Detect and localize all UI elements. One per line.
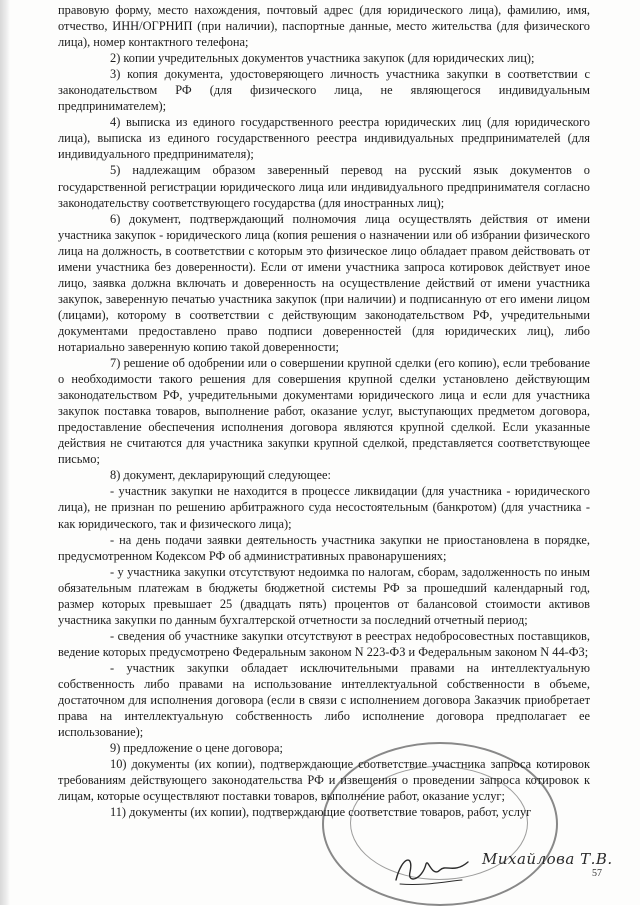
scan-edge — [0, 0, 10, 905]
paragraph: 4) выписка из единого государственного реестра юридических лиц (для юридического лица), выписка из единого государственного реестра индивидуальных предпринимателей (для индивидуального предпринимателя); — [58, 115, 590, 162]
paragraph: - на день подачи заявки деятельность участника закупки не приостановлена в порядке, предусмотренном Кодексом РФ об административных правонарушениях; — [58, 532, 590, 563]
paragraph: 8) документ, декларирующий следующее: — [110, 468, 331, 483]
page-number: 57 — [592, 868, 602, 879]
paragraph: 6) документ, подтверждающий полномочия лица осуществлять действия от имени участника закупок - юридического лица (копия решения о назначении или об избрании физического лица на должность, в соответствии с которым это физическое лицо обладает правом действовать от имени участника без доверенности). Если от имени участника запроса котировок действует иное лицо, заявка должна включать и доверенность на осуществление действий от имени участника закупок, заверенную печатью участника закупок (при наличии) и подписанную от его имени лицом (лицами), которому в соответствии с действующим законодательством РФ, учредительными документами предоставлено право подписи доверенностей (для юридических лиц), либо нотариально заверенную копию такой доверенности; — [58, 211, 590, 354]
paragraph: 9) предложение о цене договора; — [110, 741, 283, 756]
paragraph: 5) надлежащим образом заверенный перевод на русский язык документов о государственной регистрации юридического лица или индивидуального предпринимателя согласно законодательству соответствующего государства (для иностранных лиц); — [58, 163, 590, 210]
paragraph: 2) копии учредительных документов участника закупок (для юридических лиц); — [110, 51, 535, 66]
handwritten-signature — [392, 850, 472, 890]
document-body — [58, 2, 590, 820]
paragraph: - сведения об участнике закупки отсутствуют в реестрах недобросовестных поставщиков, ведение которых предусмотрено Федеральным законом N 223-ФЗ и Федеральным законом N 44-ФЗ; — [58, 628, 590, 659]
paragraph: - участник закупки обладает исключительными правами на интеллектуальную собственность либо правами на использование интеллектуальной собственности в объеме, достаточном для исполнения договора (если в связи с исполнением договора Заказчик приобретает права на интеллектуальную собственность либо исполнение договора предполагает ее использование); — [58, 660, 590, 740]
paragraph: правовую форму, место нахождения, почтовый адрес (для юридического лица), фамилию, имя, отчество, ИНН/ОГРНИП (при наличии), паспортные данные, место жительства (для физического лица), номер контактного телефона; — [58, 3, 590, 50]
paragraph: - участник закупки не находится в процессе ликвидации (для участника - юридического лица), не признан по решению арбитражного суда несостоятельным (банкротом) (для участника - как юридического, так и физического лица); — [58, 484, 590, 531]
paragraph: 11) документы (их копии), подтверждающие соответствие товаров, работ, услуг — [110, 805, 532, 820]
paragraph: - у участника закупки отсутствуют недоимка по налогам, сборам, задолженность по иным обязательным платежам в бюджеты бюджетной системы РФ за прошедший календарный год, размер которых превышает 25 (двадцать пять) процентов от балансовой стоимости активов участника закупки по данным бухгалтерской отчетности за последний отчетный период; — [58, 564, 590, 627]
paragraph: 10) документы (их копии), подтверждающие соответствие участника запроса котировок требованиям действующего законодательства РФ и извещения о проведении запроса котировок к лицам, которые осуществляют поставки товаров, выполнение работ, оказание услуг; — [58, 757, 590, 804]
paragraph: 7) решение об одобрении или о совершении крупной сделки (его копию), если требование о необходимости такого решения для совершения крупной сделки установлено действующим законодательством РФ, учредительными документами юридического лица и если для участника закупок поставка товаров, выполнение работ, оказание услуг, выступающих предметом договора, предоставление обеспечения исполнения договора являются крупной сделкой. Если указанные действия не считаются для участника закупки крупной сделкой, представляется соответствующее письмо; — [58, 356, 590, 467]
signer-name: Михайлова Т.В. — [482, 850, 613, 868]
paragraph: 3) копия документа, удостоверяющего личность участника закупки в соответствии с законодательством РФ (для физического лица, не являющегося индивидуальным предпринимателем); — [58, 67, 590, 114]
